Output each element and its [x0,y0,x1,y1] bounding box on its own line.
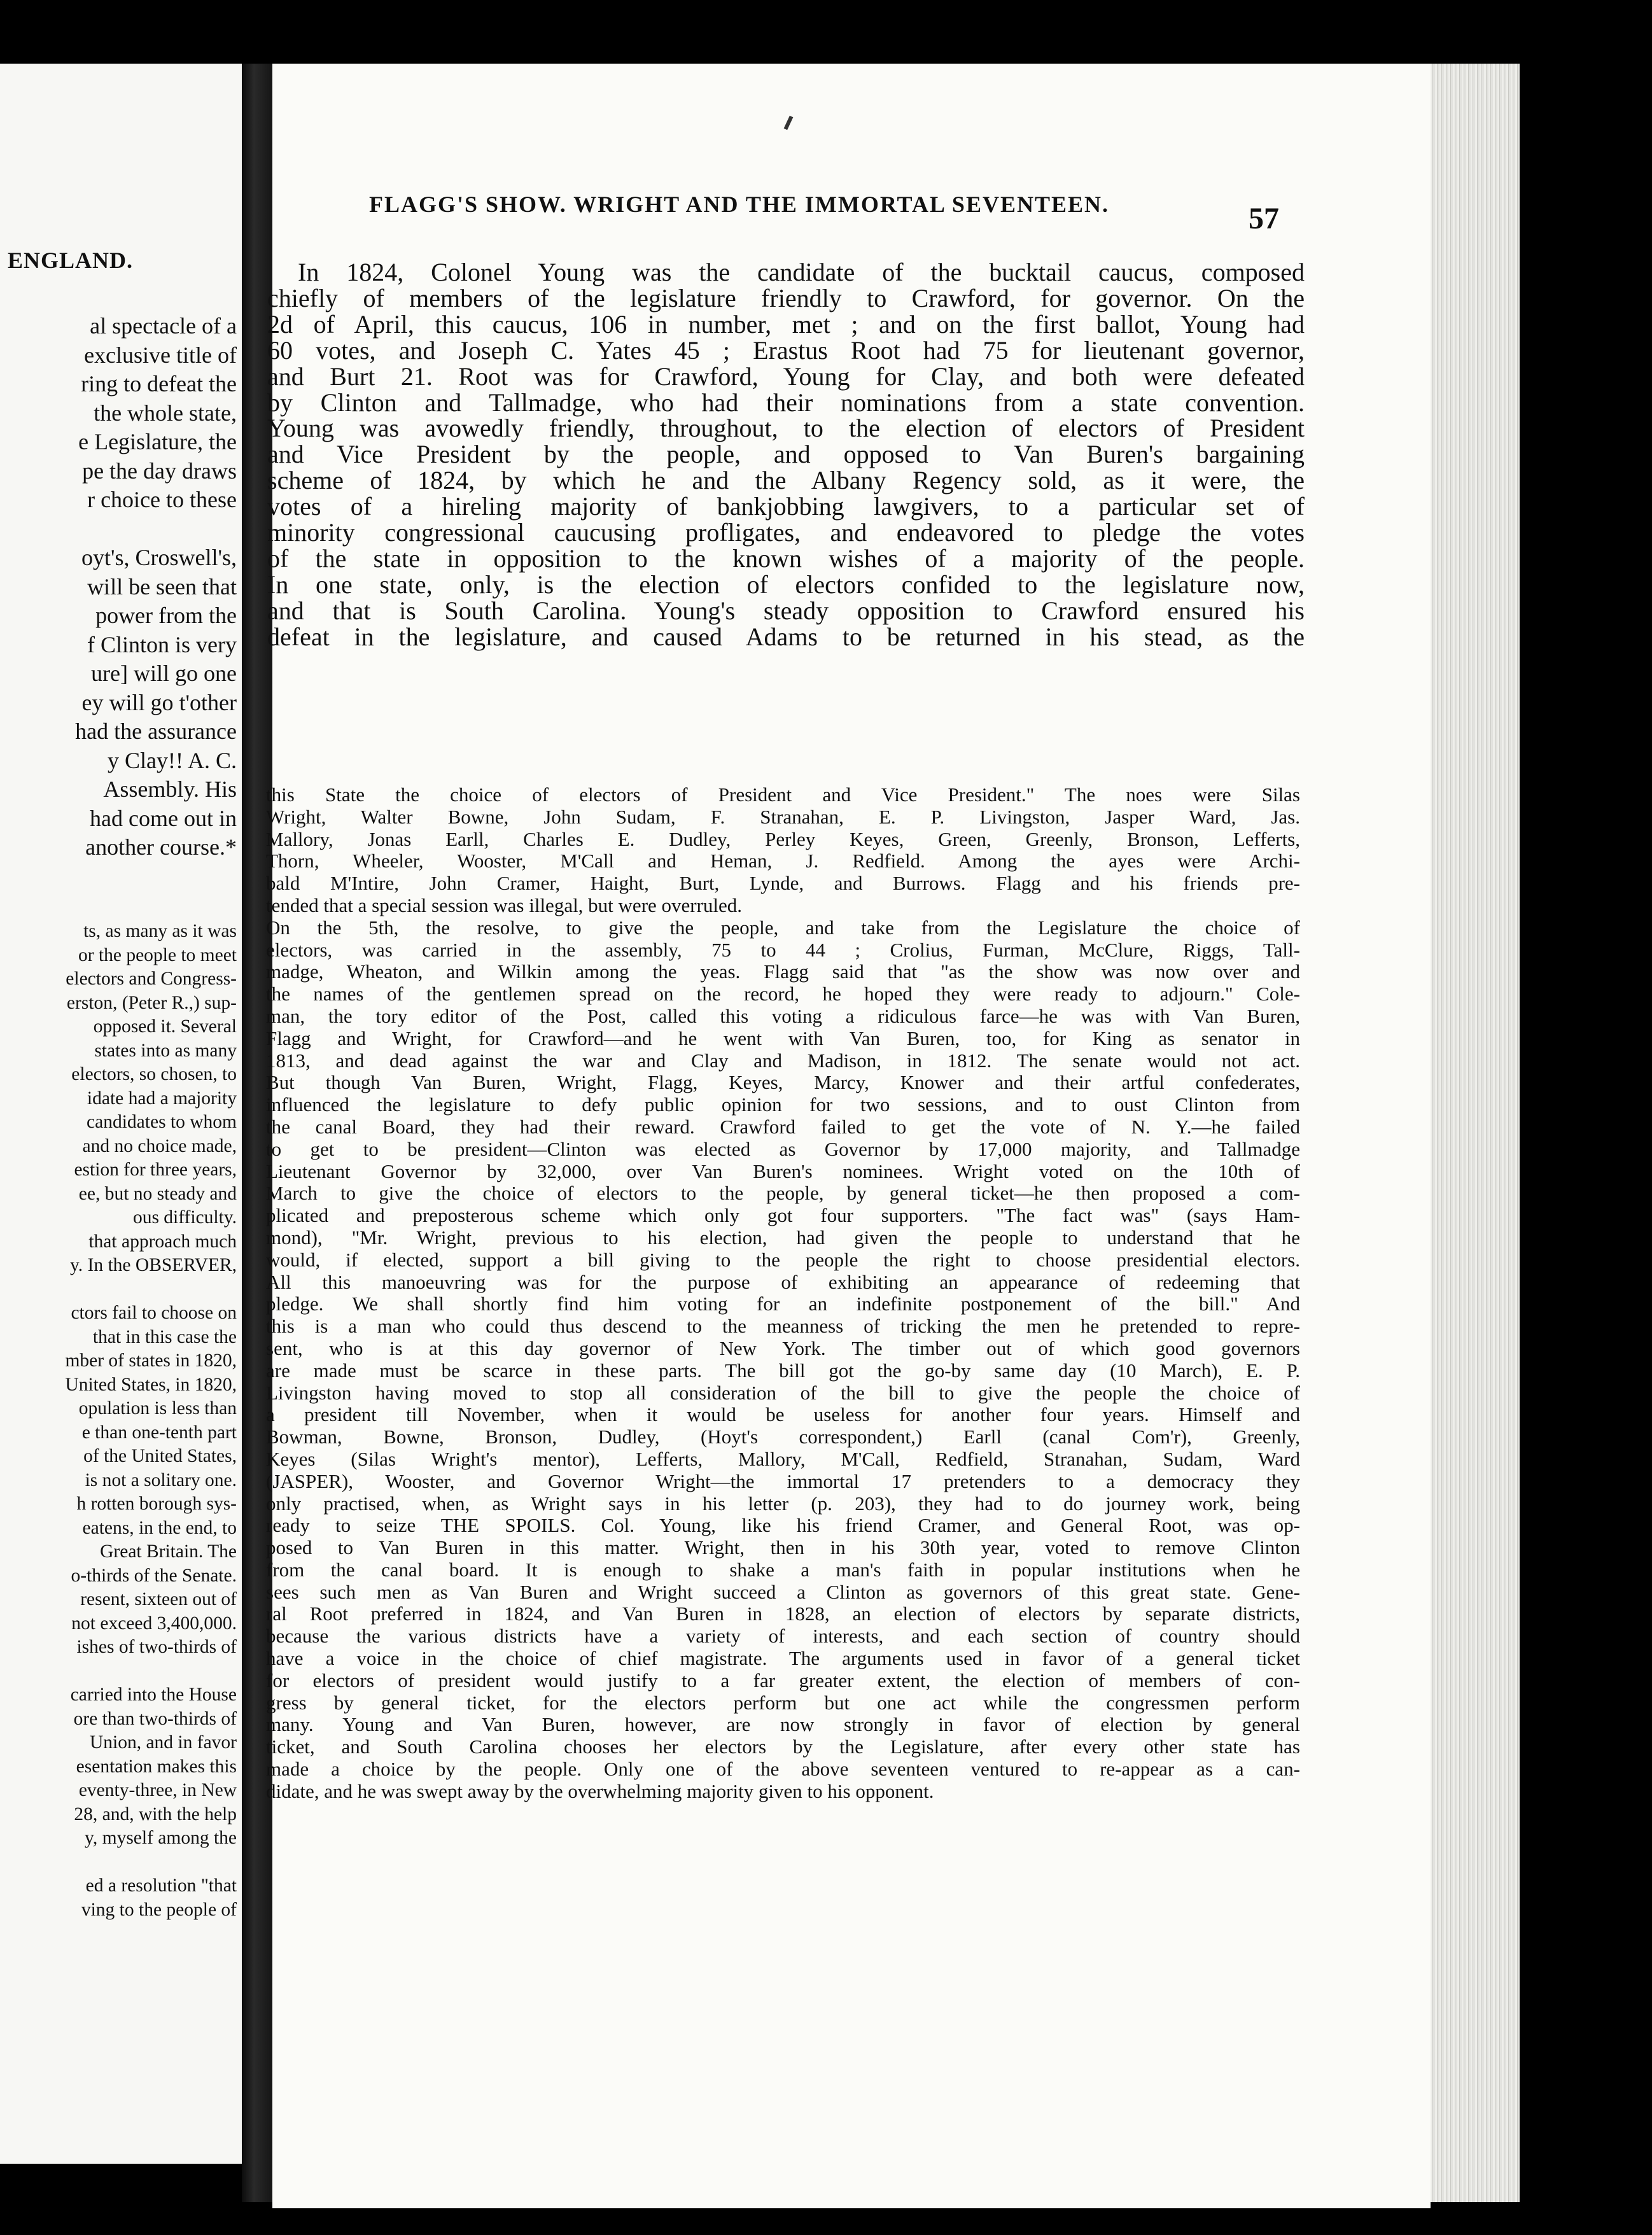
left-text-line: had come out in [90,805,237,831]
footnote-line: to get to be president—Clinton was elected as Governor by 17,000 majority, and Tallmadge [266,1138,1300,1160]
footnote-line: plicated and preposterous scheme which only got four supporters. "The fact was" (says Ham- [266,1205,1300,1227]
footnote-line: have a voice in the choice of chief magistrate. The arguments used in favor of a general ticket [266,1648,1300,1670]
left-page-header: ENGLAND. [8,248,134,273]
left-text-line: pe the day draws [82,458,237,484]
main-text-line: votes of a hireling majority of bankjobbing lawgivers, to a particular set of [267,492,1305,521]
footnote-line: gress by general ticket, for the electors perform but one act while the congressmen perform [266,1692,1300,1714]
left-footnote-line: Great Britain. The [100,1541,237,1562]
left-footnote-line [0,1851,237,1875]
left-footnote-line: states into as many [94,1040,237,1061]
main-text-line: and Vice President by the people, and opposed to Van Buren's bargaining [267,440,1305,469]
left-footnote-line: carried into the House [70,1685,237,1705]
left-footnote-line: electors and Congress- [66,969,237,989]
footnote-line: a president till November, when it would be useless for another four years. Himself and [266,1404,1300,1426]
footnote-line: Wright, Walter Bowne, John Sudam, F. Stranahan, E. P. Livingston, Jasper Ward, Jas. [266,806,1300,828]
left-footnote-line: that approach much [88,1231,237,1252]
left-footnote-line: of the United States, [83,1446,237,1466]
footnote-line: March to give the choice of electors to the people, by general ticket—he then proposed a com- [266,1182,1300,1205]
left-text-line: another course.* [85,834,237,860]
left-footnote-line: that in this case the [92,1326,237,1347]
left-footnote-line: candidates to whom [87,1112,237,1132]
left-text-line: r choice to these [87,487,237,512]
left-footnote-line: ous difficulty. [132,1207,237,1228]
left-footnote-line: not exceed 3,400,000. [71,1613,237,1634]
footnote-line: madge, Wheaton, and Wilkin among the yeas. Flagg said that "as the show was now over and [266,961,1300,983]
left-footnote-line [0,1660,237,1684]
left-footnote-line: e than one-tenth part [81,1422,237,1443]
left-text-line: y Clay!! A. C. [108,747,237,773]
footnote-line: are made must be scarce in these parts. The bill got the go-by same day (10 March), E. P. [266,1359,1300,1382]
left-footnote-line: y, myself among the [85,1828,237,1848]
footnote-line: sent, who is at this day governor of New York. The timber out of which good governors [266,1337,1300,1359]
page-edges [1431,64,1520,2202]
left-footnote-line: h rotten borough sys- [76,1494,237,1514]
left-text-line: e Legislature, the [78,429,237,454]
footnote-line: Mallory, Jonas Earll, Charles E. Dudley, Perley Keyes, Green, Greenly, Bronson, Lefferts, [266,828,1300,850]
footnote-line: Bowman, Bowne, Bronson, Dudley, (Hoyt's correspondent,) Earll (canal Com'r), Greenly, [266,1426,1300,1448]
main-text-line: In 1824, Colonel Young was the candidate of the bucktail caucus, composed [298,258,1305,286]
left-footnote-line: and no choice made, [82,1135,237,1156]
footnote-line: (JASPER), Wooster, and Governor Wright—the immortal 17 pretenders to a democracy they [266,1470,1300,1492]
footnote-line: from the canal board. It is enough to shake a man's faith in popular institutions when he [266,1559,1300,1581]
left-text-line: power from the [95,603,237,628]
left-text-line: will be seen that [87,573,237,599]
main-text-line: 2d of April, this caucus, 106 in number, met ; and on the first ballot, Young had [267,309,1305,339]
left-footnote-line: eventy-three, in New [78,1780,237,1800]
left-footnote-line: ctors fail to choose on [71,1303,237,1323]
footnote-line: because the various districts have a variety of interests, and each section of country should [266,1625,1300,1648]
footnote-line: only practised, when, as Wright says in his letter (p. 203), they had to do journey work, being [266,1492,1300,1515]
footnote-line: Flagg and Wright, for Crawford—and he went with Van Buren, too, for King as senator in [266,1027,1300,1049]
main-text [267,260,1305,650]
left-text-line: al spectacle of a [90,313,237,339]
footnote-line: On the 5th, the resolve, to give the people, and take from the Legislature the choice of [266,916,1300,939]
footnote-line: ral Root preferred in 1824, and Van Buren in 1828, an election of electors by separate districts, [266,1603,1300,1625]
main-text-line: minority congressional caucusing profligates, and endeavored to pledge the votes [267,518,1305,547]
footnote-line: Lieutenant Governor by 32,000, over Van Buren's nominees. Wright voted on the 10th of [266,1160,1300,1182]
main-text-line: 60 votes, and Joseph C. Yates 45 ; Erastus Root had 75 for lieutenant governor, [267,335,1305,365]
main-text-line: by Clinton and Tallmadge, who had their nominations from a state convention. [267,388,1305,417]
left-text-line: oyt's, Croswell's, [81,545,237,570]
left-footnote-line: o-thirds of the Senate. [71,1565,237,1586]
left-footnote-line: ishes of two-thirds of [76,1637,237,1657]
left-text-line: Assembly. His [103,776,237,802]
left-footnote-line: ore than two-thirds of [73,1708,237,1729]
left-footnote-line [0,1278,237,1302]
footnote-line: made a choice by the people. Only one of the above seventeen ventured to re-appear as a can- [266,1758,1300,1781]
left-footnote-line: mber of states in 1820, [65,1350,237,1371]
left-footnote-line: ee, but no steady and [78,1183,237,1204]
footnote-line: the canal Board, they had their reward. Crawford failed to get the vote of N. Y.—he failed [266,1116,1300,1138]
footnote-line: didate, and he was swept away by the overwhelming majority given to his opponent. [266,1780,934,1802]
left-page [0,64,242,2164]
main-text-line: In one state, only, is the election of electors confided to the legislature now, [267,570,1305,599]
left-footnote-line: esentation makes this [76,1756,237,1777]
left-footnote-line: resent, sixteen out of [80,1589,237,1609]
left-footnote-line: estion for three years, [74,1160,237,1180]
footnote-line: ready to seize THE SPOILS. Col. Young, like his friend Cramer, and General Root, was op- [266,1515,1300,1537]
footnote-line: electors, was carried in the assembly, 75 to 44 ; Crolius, Furman, McClure, Riggs, Tall- [266,939,1300,961]
left-footnote-line: electors, so chosen, to [71,1064,237,1084]
footnote-line: the names of the gentlemen spread on the record, he hoped they were ready to adjourn." Cole- [266,983,1300,1005]
left-text-line: f Clinton is very [87,631,237,657]
footnote-line: this State the choice of electors of President and Vice President." The noes were Silas [266,784,1300,806]
footnote-line: But though Van Buren, Wright, Flagg, Keyes, Marcy, Knower and their artful confederates, [266,1072,1300,1094]
left-footnote-line: 28, and, with the help [74,1804,237,1825]
footnote-line: would, if elected, support a bill giving to the people the right to choose presidential electors. [266,1249,1300,1271]
footnote-line: influenced the legislature to defy public opinion for two sessions, and to oust Clinton from [266,1094,1300,1116]
left-text-line: exclusive title of [84,342,237,368]
left-footnote-line: ed a resolution "that [85,1875,237,1896]
left-footnote-line: eatens, in the end, to [82,1517,237,1538]
main-text-line: and that is South Carolina. Young's steady opposition to Crawford ensured his [267,596,1305,625]
left-footnote-line: is not a solitary one. [85,1469,237,1490]
main-text-line: scheme of 1824, by which he and the Albany Regency sold, as it were, the [267,466,1305,495]
footnote-line: Keyes (Silas Wright's mentor), Lefferts, Mallory, M'Call, Redfield, Stranahan, Sudam, Ward [266,1448,1300,1470]
running-head: FLAGG'S SHOW. WRIGHT AND THE IMMORTAL SEVENTEEN. [369,192,1109,217]
left-footnote-line: opulation is less than [78,1398,237,1419]
main-text-line: Young was avowedly friendly, throughout, to the election of electors of President [267,414,1305,443]
left-footnote-line: erston, (Peter R.,) sup- [66,992,237,1013]
footnote-line: 1813, and dead against the war and Clay and Madison, in 1812. The senate would not act. [266,1049,1300,1072]
left-text-line [0,515,237,544]
left-text-line: ey will go t'other [81,689,237,715]
footnote-line: ticket, and South Carolina chooses her electors by the Legislature, after every other state has [266,1736,1300,1758]
footnote-line: Livingston having moved to stop all consideration of the bill to give the people the choice of [266,1382,1300,1404]
footnote-line: posed to Van Buren in this matter. Wright, then in his 30th year, voted to remove Clinton [266,1537,1300,1559]
main-text-line: chiefly of members of the legislature friendly to Crawford, for governor. On the [267,283,1305,312]
left-footnote-line: y. In the OBSERVER, [69,1255,237,1275]
left-footnote-line: United States, in 1820, [65,1374,237,1395]
footnote-line: many. Young and Van Buren, however, are now strongly in favor of election by general [266,1714,1300,1736]
left-footnote-line: or the people to meet [78,944,237,965]
left-page-footnote [0,920,237,1922]
left-footnote-line: ving to the people of [81,1899,237,1920]
footnote-line: pledge. We shall shortly find him voting for an indefinite postponement of the bill." And [266,1293,1300,1315]
footnote-line: man, the tory editor of the Post, called this voting a ridiculous farce—he was with Van Buren, [266,1005,1300,1027]
left-footnote-line: opposed it. Several [93,1016,237,1037]
left-text-line: ring to defeat the [81,371,237,396]
footnote-line: this is a man who could thus descend to the meanness of tricking the men he pretended to repre- [266,1315,1300,1338]
main-text-line: defeat in the legislature, and caused Adams to be returned in his stead, as the [267,622,1305,651]
footnote-line: mond), "Mr. Wright, previous to his election, had given the people to understand that he [266,1226,1300,1249]
footnote-line: sees such men as Van Buren and Wright succeed a Clinton as governors of this great state. Gene- [266,1581,1300,1603]
footnote-text [266,784,1300,1803]
footnote-line: for electors of president would justify to a far greater extent, the election of members of con- [266,1669,1300,1692]
left-footnote-line: idate had a majority [87,1088,237,1109]
left-text-line: had the assurance [75,718,237,744]
left-text-line: ure] will go one [91,661,237,686]
footnote-line: tended that a special session was illegal, but were overruled. [266,894,743,916]
main-text-line: and Burt 21. Root was for Crawford, Young for Clay, and both were defeated [267,361,1305,391]
footnote-line: Thorn, Wheeler, Wooster, M'Call and Heman, J. Redfield. Among the ayes were Archi- [266,850,1300,872]
footnote-line: bald M'Intire, John Cramer, Haight, Burt, Lynde, and Burrows. Flagg and his friends pre- [266,872,1300,895]
main-text-line: of the state in opposition to the known wishes of a majority of the people. [267,543,1305,573]
left-footnote-line: Union, and in favor [89,1732,237,1753]
page-number: 57 [1249,202,1279,235]
left-text-line: the whole state, [94,400,237,426]
left-footnote-line: ts, as many as it was [83,921,237,941]
footnote-line: All this manoeuvring was for the purpose of exhibiting an appearance of redeeming that [266,1271,1300,1293]
left-page-text-upper [0,312,237,862]
